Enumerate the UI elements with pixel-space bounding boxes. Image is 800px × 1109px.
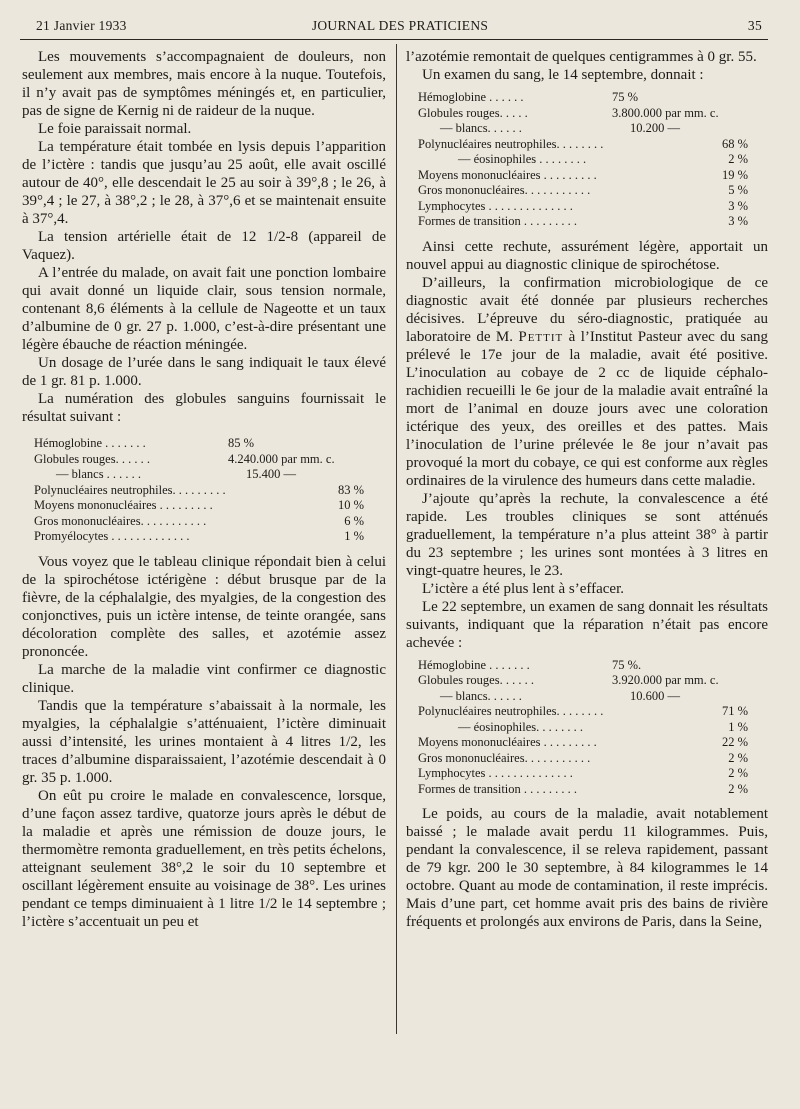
table-label: Formes de transition . . . . . . . . .: [418, 214, 578, 228]
paragraph: La numération des globules sanguins fournissait le résultat suivant :: [22, 391, 386, 425]
table-row: [418, 658, 748, 674]
table-value: 85 %: [228, 436, 255, 450]
table-row: [418, 782, 748, 798]
table-row: [418, 214, 748, 230]
table-row: [418, 199, 748, 215]
table-row: [418, 137, 748, 153]
paragraph: [406, 274, 768, 490]
table-row: [418, 152, 748, 168]
table-label: Hémoglobine . . . . . . .: [34, 436, 146, 450]
table-row: [418, 735, 748, 751]
paragraph: Le 22 septembre, un examen de sang donnait les résultats suivants, indiquant que la réparation n’était pas encore achevée :: [406, 598, 768, 651]
table-label: — éosinophiles . . . . . . . .: [458, 152, 587, 166]
right-column: [406, 48, 768, 931]
paragraph: La température était tombée en lysis depuis l’apparition de l’ictère : tandis que jusqu’au 25 août, elle avait oscillé autour de 40°, elle descendait le 25 au soir à 39°,8 ; le 26, à 39°,4 ; le 27, à 38°,2 ; le 28, à 37°,6 et se maintenait ensuite à 37°,4.: [22, 139, 386, 227]
table-value: 75 %: [612, 90, 639, 104]
paragraph: Ainsi cette rechute, assurément légère, apportait un nouvel appui au diagnostic clinique de spirochétose.: [406, 238, 768, 273]
table-row: [418, 704, 748, 720]
table-value: 15.400 —: [246, 467, 296, 481]
paragraph: On eût pu croire le malade en convalescence, lorsque, d’une façon assez tardive, quatorze jours après le début de la maladie et après une rémission de douze jours, le thermomètre remonta graduellement, en très petits échelons, atteignant seulement 38°,2 le soir du 10 septembre et oscillant légèrement ensuite au voisinage de 38°. Les urines pendant ce temps diminuaient à 1 litre 1/2 le 14 septembre ; l’ictère s’accentuait un peu et: [22, 787, 386, 930]
table-row: [418, 689, 748, 705]
table-label: Globules rouges. . . . .: [418, 105, 528, 120]
table-value: 3 %: [728, 214, 748, 228]
table-label: Moyens mononucléaires . . . . . . . . .: [34, 498, 213, 512]
table-value: 2 %: [728, 781, 748, 796]
table-value: 3.920.000 par mm. c.: [612, 673, 719, 687]
table-row: [418, 720, 748, 736]
paragraph: Vous voyez que le tableau clinique répondait bien à celui de la spirochétose ictérigène : début brusque par de la fièvre, de la céphalalgie, des myalgies, de la congestion des conjonctives, puis un ictère intense, de teinte orangée, sans décoloration complète des salles, et azotémie assez prononcée.: [22, 553, 386, 660]
left-column: [22, 48, 386, 931]
table-value: 1 %: [344, 529, 364, 543]
paragraph: Un dosage de l’urée dans le sang indiquait le taux élevé de 1 gr. 81 p. 1.000.: [22, 355, 386, 389]
table-label: Formes de transition . . . . . . . . .: [418, 781, 578, 796]
table-row: [418, 751, 748, 767]
table-row: [418, 183, 748, 199]
table-row: [418, 106, 748, 122]
paragraph-text: à l’Institut Pasteur avec du sang prélevé le 17e jour de la maladie, avait été positive. L’inoculation au cobaye de 2 cc de liquide céphalo-rachidien recueilli le 6e jour de la maladie avait entraîné la mort de l’animal en douze jours avec une coloration ictérique des yeux, des oreilles et des pattes. Mais l’inoculation de l’urine prélevée le 8e jour n’avait pas provoqué la mort du cobaye, ce qui est conforme aux règles ordinaires de la virulence des humeurs dans cette maladie.: [406, 328, 769, 489]
table-row: [34, 498, 364, 514]
table-row: [34, 483, 364, 499]
table-value: 10 %: [337, 498, 364, 512]
table-label: — blancs . . . . . .: [56, 467, 142, 481]
paragraph: Les mouvements s’accompagnaient de douleurs, non seulement aux membres, mais encore à la nuque. Toutefois, il n’y avait pas de symptômes méningés et, en particulier, pas de signe de Kernig ni de raideur de la nuque.: [22, 49, 386, 119]
table-row: [34, 452, 364, 468]
table-label: Hémoglobine . . . . . . .: [418, 657, 530, 672]
table-row: [418, 90, 748, 106]
table-label: — blancs. . . . . .: [440, 688, 522, 703]
table-row: [34, 467, 364, 483]
issue-date: 21 Janvier 1933: [36, 18, 127, 33]
table-row: [34, 436, 364, 452]
table-value: 6 %: [344, 513, 364, 528]
table-value: 22 %: [721, 735, 748, 749]
paragraph: Tandis que la température s’abaissait à la normale, les myalgies, la céphalalgie s’atténuaient, l’ictère diminuait aussi d’intensité, les urines montaient à 4 litres 1/2, les traces d’albumine disparaissaient, l’azotémie descendait à 0 gr. 35 p. 1.000.: [22, 697, 386, 786]
paragraph: La tension artérielle était de 12 1/2-8 (appareil de Vaquez).: [22, 229, 386, 263]
table-value: 2 %: [728, 152, 748, 166]
table-row: [418, 673, 748, 689]
paragraph: A l’entrée du malade, on avait fait une ponction lombaire qui avait donné un liquide clair, sous tension normale, contenant 8,6 éléments à la cellule de Nageotte et un taux d’albumine de 0 gr. 27 p. 1.000, c’est-à-dire présentant une légère ébauche de réaction méningée.: [22, 265, 386, 353]
table-label: Gros mononucléaires. . . . . . . . . . .: [34, 513, 207, 528]
table-label: Hémoglobine . . . . . .: [418, 90, 524, 104]
paragraph: l’azotémie remontait de quelques centigrammes à 0 gr. 55.: [406, 49, 757, 65]
table-value: 2 %: [728, 766, 748, 780]
table-value: 10.200 —: [630, 121, 680, 135]
paragraph: J’ajoute qu’après la rechute, la convalescence a été rapide. Les troubles cliniques se sont atténués graduellement, la température n’a plus atteint 38° à partir du 23 septembre ; les urines sont montées à 3 litres en vingt-quatre heures, le 23.: [406, 490, 768, 579]
journal-title: JOURNAL DES PRATICIENS: [311, 18, 489, 33]
blood-count-table-1: [34, 436, 386, 545]
table-label: Gros mononucléaires. . . . . . . . . . .: [418, 183, 591, 197]
paragraph-text: D’ailleurs, la confirmation microbiologique de ce diagnostic avait été donnée par plusieurs recherches décisives. L’épreuve du séro-diagnostic, pratiquée au laboratoire de M.: [406, 274, 768, 345]
paragraph: L’ictère a été plus lent à s’effacer.: [422, 580, 624, 597]
paragraph: Un examen du sang, le 14 septembre, donnait :: [422, 67, 704, 83]
table-row: [418, 766, 748, 782]
table-label: Promyélocytes . . . . . . . . . . . . .: [34, 529, 190, 543]
table-value: 2 %: [728, 750, 748, 765]
table-value: 4.240.000 par mm. c.: [228, 451, 335, 466]
table-row: [418, 121, 748, 137]
column-divider: [396, 44, 397, 1034]
header-rule: [20, 39, 768, 40]
table-label: Gros mononucléaires. . . . . . . . . . .: [418, 750, 591, 765]
table-row: [34, 529, 364, 545]
table-value: 71 %: [721, 704, 748, 718]
table-label: Polynucléaires neutrophiles. . . . . . . .: [418, 704, 604, 718]
table-value: 3 %: [728, 198, 748, 213]
paragraph: Le foie paraissait normal.: [38, 121, 192, 137]
table-label: Globules rouges. . . . . .: [34, 451, 150, 466]
table-value: 19 %: [721, 167, 748, 182]
table-value: 10.600 —: [630, 688, 680, 703]
author-name: Pettit: [518, 328, 564, 345]
table-row: [418, 168, 748, 184]
table-label: Polynucléaires neutrophiles. . . . . . . .: [418, 136, 604, 151]
blood-count-table-3: [418, 658, 768, 798]
table-label: Moyens mononucléaires . . . . . . . . .: [418, 735, 597, 749]
table-row: [34, 514, 364, 530]
table-label: Moyens mononucléaires . . . . . . . . .: [418, 167, 597, 182]
table-value: 83 %: [337, 482, 364, 497]
table-value: 3.800.000 par mm. c.: [612, 105, 719, 120]
table-value: 1 %: [728, 719, 748, 734]
table-value: 75 %.: [612, 657, 642, 672]
table-label: Lymphocytes . . . . . . . . . . . . . .: [418, 198, 573, 213]
table-label: — éosinophiles. . . . . . . .: [458, 719, 583, 734]
page-number: 35: [747, 18, 762, 33]
table-label: Globules rouges. . . . . .: [418, 673, 534, 687]
table-value: 68 %: [721, 136, 748, 151]
blood-count-table-2: [418, 90, 768, 230]
paragraph: La marche de la maladie vint confirmer ce diagnostic clinique.: [22, 661, 386, 696]
page-header: [0, 0, 800, 44]
table-value: 5 %: [728, 183, 748, 197]
table-label: — blancs. . . . . .: [440, 121, 522, 135]
table-label: Lymphocytes . . . . . . . . . . . . . .: [418, 766, 573, 780]
table-label: Polynucléaires neutrophiles. . . . . . . . .: [34, 482, 226, 497]
paragraph: Le poids, au cours de la maladie, avait notablement baissé ; le malade avait perdu 11 kilogrammes. Puis, pendant la convalescence, il se releva rapidement, passant de 79 kgr. 200 le 30 septembre, à 84 kilogrammes le 14 octobre. Quant au mode de contamination, il reste imprécis. Mais d’une part, cet homme avait pris des bains de rivière fréquents et prolongés aux environs de Paris, dans la Seine,: [406, 806, 768, 930]
